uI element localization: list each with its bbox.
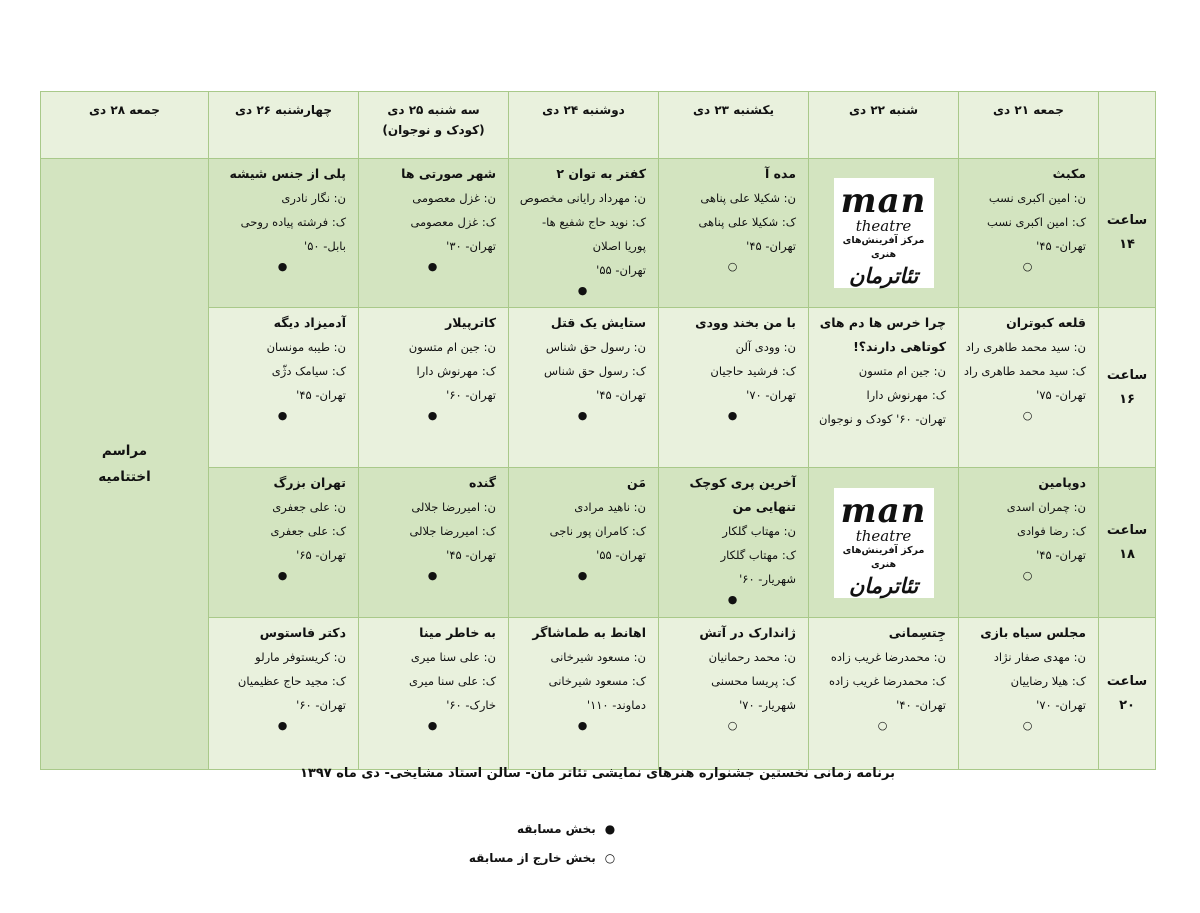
show-city-duration: تهران- ۳۰' [446, 239, 496, 253]
theatre-man-logo: man theatre مرکز آفرینش‌های هنری تئاترمان [834, 488, 934, 598]
filled-circle-icon: ● [604, 822, 616, 836]
show-title: چرا خرس ها دم های [819, 315, 946, 330]
competition-dot-icon: ● [427, 719, 438, 732]
show-director: ک: هیلا رضاییان [1010, 674, 1086, 688]
show-director: ک: پریسا محسنی [711, 674, 796, 688]
show-city-duration: بابل- ۵۰' [304, 239, 346, 253]
show-entry [659, 468, 808, 617]
show-cell [209, 468, 359, 618]
competition-dot-icon: ● [427, 569, 438, 582]
show-city-duration: تهران- ۴۵' [1036, 548, 1086, 562]
show-title: آخرین پری کوچک [689, 475, 796, 490]
corner-cell [1099, 92, 1156, 159]
show-director: ک: محمدرضا غریب زاده [829, 674, 946, 688]
show-cell [359, 618, 509, 770]
theatre-man-logo: man theatre مرکز آفرینش‌های هنری تئاترمان [834, 178, 934, 288]
show-city-duration: تهران- ۴۵' [296, 388, 346, 402]
show-city-duration: تهران- ۵۵' [596, 263, 646, 277]
time-row [41, 159, 1156, 308]
show-author: ن: علی سنا میری [410, 650, 496, 664]
show-entry [509, 308, 658, 467]
show-author: ن: جین ام متسون [858, 364, 946, 378]
show-entry [209, 618, 358, 769]
show-city-duration: تهران- ۶۰' [446, 388, 496, 402]
show-cell [959, 468, 1099, 618]
competition-dot-icon: ● [277, 569, 288, 582]
legend-item [517, 822, 620, 836]
show-author: ن: علی جعفری [272, 500, 346, 514]
show-director: ک: سید محمد طاهری راد [963, 364, 1086, 378]
show-author: ن: مسعود شیرخانی [550, 650, 646, 664]
show-director: ک: علی جعفری [270, 524, 346, 538]
show-city-duration: تهران- ۶۰' کودک و نوجوان [819, 412, 946, 426]
show-title: جِتسِمانی [888, 625, 946, 640]
show-city-duration: تهران- ۷۰' [746, 388, 796, 402]
show-author: ن: رسول حق شناس [545, 340, 646, 354]
show-cell [359, 308, 509, 468]
show-cell [959, 308, 1099, 468]
legend-item [469, 851, 620, 865]
show-author: ن: وودی آلن [735, 340, 796, 354]
non-competition-circle-icon: ○ [1022, 569, 1033, 582]
show-city-duration: تهران- ۶۵' [296, 548, 346, 562]
show-entry [959, 159, 1098, 307]
show-director: ک: فرشته پیاده روحی [240, 215, 346, 229]
show-title: مده آ [765, 166, 796, 181]
competition-dot-icon: ● [727, 593, 738, 606]
show-director: ک: کامران پور ناجی [549, 524, 646, 538]
competition-dot-icon: ● [427, 260, 438, 273]
show-title: قلعه کبوتران [1006, 315, 1086, 330]
show-title: مجلس سیاه بازی [980, 625, 1086, 640]
show-title: اهانط به طماشاگر [532, 625, 646, 640]
show-author: ن: ناهید مرادی [574, 500, 646, 514]
show-author: ن: مهتاب گلکار [722, 524, 796, 538]
show-entry [959, 308, 1098, 467]
show-director: پوریا اصلان [592, 239, 646, 253]
time-row [41, 468, 1156, 618]
show-director: ک: رسول حق شناس [544, 364, 646, 378]
show-entry [359, 159, 508, 307]
time-row [41, 308, 1156, 468]
show-title: ژاندارک در آتش [699, 625, 796, 640]
show-city-duration: تهران- ۵۵' [596, 548, 646, 562]
show-title: گنده [469, 475, 496, 490]
time-cell: ساعت ۱۶ [1099, 308, 1156, 468]
time-cell: ساعت ۱۸ [1099, 468, 1156, 618]
day-header: دوشنبه ۲۴ دی [509, 92, 659, 159]
show-entry [509, 618, 658, 769]
show-entry [959, 468, 1098, 617]
show-entry [809, 618, 958, 769]
show-author: ن: نگار نادری [281, 191, 346, 205]
show-title: کفتر به توان ۲ [556, 166, 646, 181]
show-author: ن: مهدی صفار نژاد [993, 650, 1086, 664]
show-cell [509, 308, 659, 468]
show-director: ک: امین اکبری نسب [987, 215, 1086, 229]
show-entry [659, 308, 808, 467]
closing-ceremony-cell: مراسم اختتامیه [41, 159, 209, 770]
show-city-duration: خارک- ۶۰' [446, 698, 496, 712]
show-cell [809, 308, 959, 468]
competition-dot-icon: ● [727, 409, 738, 422]
schedule-table [40, 91, 1156, 770]
time-cell: ساعت ۱۴ [1099, 159, 1156, 308]
show-director: ک: مهتاب گلکار [720, 548, 796, 562]
non-competition-circle-icon: ○ [1022, 719, 1033, 732]
show-author: ن: مهرداد رایانی مخصوص [519, 191, 646, 205]
show-director: ک: فرشید حاجیان [710, 364, 796, 378]
show-cell [509, 468, 659, 618]
show-cell [209, 308, 359, 468]
day-header: جمعه ۲۸ دی [41, 92, 209, 159]
show-entry [209, 468, 358, 617]
show-cell [209, 159, 359, 308]
show-title: ستایش یک قتل [550, 315, 646, 330]
show-entry [809, 308, 958, 467]
show-title: دکتر فاستوس [259, 625, 346, 640]
show-director: ک: شکیلا علی پناهی [698, 215, 796, 229]
show-author: ن: طیبه مونسان [266, 340, 346, 354]
non-competition-circle-icon: ○ [727, 719, 738, 732]
show-entry [509, 159, 658, 307]
show-cell [959, 618, 1099, 770]
show-director: ک: مجید حاج عظیمیان [237, 674, 346, 688]
show-cell [209, 618, 359, 770]
show-cell [359, 468, 509, 618]
show-title: کاترپیلار [445, 315, 496, 330]
schedule-caption: برنامه زمانی نخستین جشنواره هنرهای نمایشی تئاتر مان- سالن استاد مشایخی- دی ماه ۱۳۹۷ [299, 766, 896, 781]
show-author: ن: محمد رحمانیان [708, 650, 796, 664]
competition-dot-icon: ● [577, 409, 588, 422]
show-city-duration: تهران- ۴۵' [446, 548, 496, 562]
show-entry [359, 618, 508, 769]
show-entry [359, 468, 508, 617]
show-city-duration: تهران- ۴۵' [746, 239, 796, 253]
day-header: سه شنبه ۲۵ دی (کودک و نوجوان) [359, 92, 509, 159]
show-director: ک: مسعود شیرخانی [548, 674, 646, 688]
show-entry [209, 308, 358, 467]
time-cell: ساعت ۲۰ [1099, 618, 1156, 770]
day-note: (کودک و نوجوان) [382, 123, 485, 137]
day-header: شنبه ۲۲ دی [809, 92, 959, 159]
show-entry [659, 618, 808, 769]
time-row [41, 618, 1156, 770]
show-city-duration: شهریار- ۶۰' [739, 572, 796, 586]
show-title: آدمیزاد دیگه [273, 315, 346, 330]
show-title: پلی از جنس شیشه [229, 166, 346, 181]
competition-dot-icon: ● [577, 569, 588, 582]
competition-dot-icon: ● [277, 260, 288, 273]
show-director: ک: غزل معصومی [410, 215, 496, 229]
non-competition-circle-icon: ○ [877, 719, 888, 732]
show-city-duration: تهران- ۷۵' [1036, 388, 1086, 402]
show-director: ک: مهرنوش دارا [866, 388, 946, 402]
show-director: ک: سیامک دژّی [271, 364, 346, 378]
show-city-duration: تهران- ۶۰' [296, 698, 346, 712]
competition-dot-icon: ● [427, 409, 438, 422]
show-entry [659, 159, 808, 307]
hollow-circle-icon: ○ [604, 851, 616, 865]
show-title: به خاطر مینا [419, 625, 496, 640]
show-cell [659, 618, 809, 770]
show-entry [209, 159, 358, 307]
show-author: ن: چمران اسدی [1006, 500, 1086, 514]
competition-dot-icon: ● [277, 409, 288, 422]
logo-cell [809, 468, 959, 618]
show-title: تهران بزرگ [273, 475, 346, 490]
show-city-duration: تهران- ۴۰' [896, 698, 946, 712]
day-header: یکشنبه ۲۳ دی [659, 92, 809, 159]
legend-label: بخش خارج از مسابقه [468, 851, 596, 865]
show-director: ک: مهرنوش دارا [416, 364, 496, 378]
show-city-duration: تهران- ۴۵' [596, 388, 646, 402]
competition-dot-icon: ● [577, 719, 588, 732]
show-title: شهر صورتی ها [401, 166, 496, 181]
show-title: دوپامین [1038, 475, 1086, 490]
show-author: ن: محمدرضا غریب زاده [830, 650, 946, 664]
show-author: ن: غزل معصومی [412, 191, 496, 205]
show-cell [959, 159, 1099, 308]
show-entry [359, 308, 508, 467]
show-title: کوتاهی دارند؟! [853, 339, 946, 354]
day-header: چهارشنبه ۲۶ دی [209, 92, 359, 159]
show-cell [509, 618, 659, 770]
show-title: مکبث [1052, 166, 1086, 181]
legend-label: بخش مسابقه [516, 822, 596, 836]
show-title: مَن [627, 475, 646, 490]
non-competition-circle-icon: ○ [1022, 260, 1033, 273]
show-city-duration: دماوند- ۱۱۰' [586, 698, 646, 712]
non-competition-circle-icon: ○ [1022, 409, 1033, 422]
header-row [41, 92, 1156, 159]
show-author: ن: جین ام متسون [408, 340, 496, 354]
show-title: با من بخند وودی [695, 315, 796, 330]
day-header: جمعه ۲۱ دی [959, 92, 1099, 159]
show-cell [809, 618, 959, 770]
competition-dot-icon: ● [577, 284, 588, 297]
show-entry [959, 618, 1098, 769]
logo-cell [809, 159, 959, 308]
show-author: ن: امین اکبری نسب [988, 191, 1086, 205]
show-director: ک: امیررضا جلالی [409, 524, 496, 538]
show-entry [509, 468, 658, 617]
show-director: ک: رضا فوادی [1016, 524, 1086, 538]
show-director: ک: نوید حاج شفیع ها- [542, 215, 646, 229]
show-cell [659, 468, 809, 618]
show-city-duration: تهران- ۷۰' [1036, 698, 1086, 712]
show-cell [659, 159, 809, 308]
show-author: ن: سید محمد طاهری راد [965, 340, 1086, 354]
show-city-duration: تهران- ۴۵' [1036, 239, 1086, 253]
show-author: ن: کریستوفر مارلو [255, 650, 346, 664]
show-city-duration: شهریار- ۷۰' [739, 698, 796, 712]
show-cell [659, 308, 809, 468]
show-cell [359, 159, 509, 308]
show-cell [509, 159, 659, 308]
show-author: ن: امیررضا جلالی [411, 500, 496, 514]
show-director: ک: علی سنا میری [409, 674, 496, 688]
show-title: تنهایی من [732, 499, 796, 514]
competition-dot-icon: ● [277, 719, 288, 732]
show-author: ن: شکیلا علی پناهی [700, 191, 796, 205]
non-competition-circle-icon: ○ [727, 260, 738, 273]
